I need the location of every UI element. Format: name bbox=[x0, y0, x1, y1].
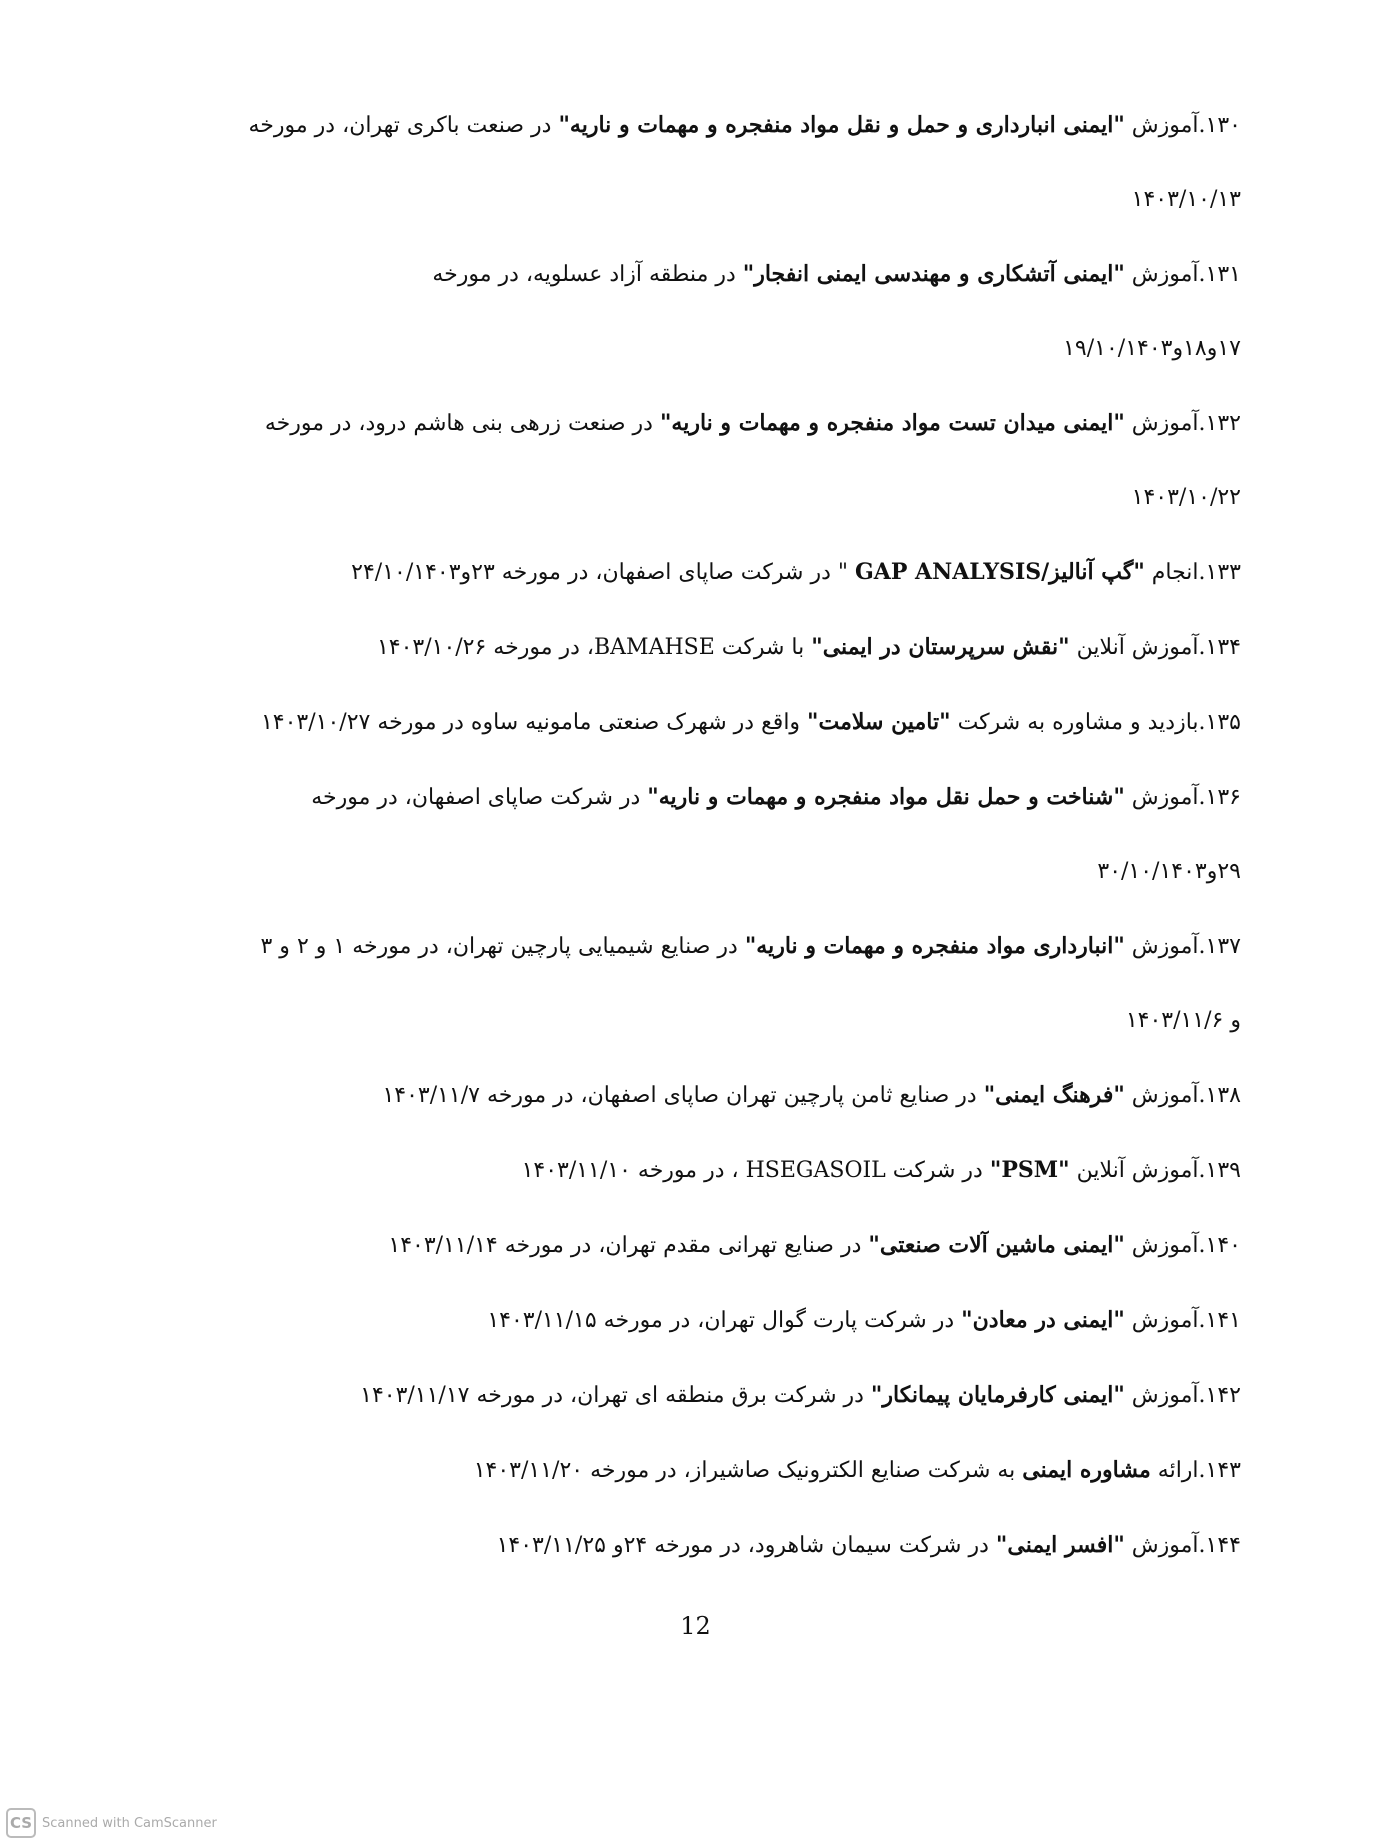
item-details: در منطقه آزاد عسلویه، در مورخه bbox=[432, 262, 743, 287]
item-number: ۱۴۴ bbox=[1205, 1533, 1241, 1558]
scanner-watermark bbox=[6, 1808, 217, 1838]
item-details: در صنعت زرهی بنی هاشم درود، در مورخه bbox=[264, 411, 660, 436]
item-prefix: آموزش bbox=[1124, 1308, 1199, 1333]
item-prefix: آموزش bbox=[1124, 785, 1199, 810]
item-details: در صنعت باکری تهران، در مورخه bbox=[248, 113, 559, 138]
item-details: " در شرکت صاپای اصفهان، در مورخه ۲۳و۲۴/۱۰/۱۴۰۳ bbox=[351, 560, 855, 585]
item-title: "ایمنی در معادن" bbox=[961, 1307, 1125, 1333]
item-title: "ایمنی آتشکاری و مهندسی ایمنی انفجار" bbox=[742, 261, 1125, 287]
item-title: "تامین سلامت" bbox=[807, 709, 951, 735]
item-number: ۱۳۰ bbox=[1205, 113, 1241, 138]
item-prefix: آموزش bbox=[1124, 1383, 1199, 1408]
item-number: ۱۳۸ bbox=[1205, 1083, 1241, 1108]
item-title: "انبارداری مواد منفجره و مهمات و ناریه" bbox=[744, 933, 1125, 959]
item-title: "PSM" bbox=[989, 1157, 1070, 1183]
item-title: "افسر ایمنی" bbox=[995, 1532, 1125, 1558]
list-item: ۱۳۸.آموزش "فرهنگ ایمنی" در صنایع ثامن پارچین تهران صاپای اصفهان، در مورخه ۱۴۰۳/۱۱/۷ bbox=[382, 1082, 1241, 1108]
item-title: "گپ آنالیز/GAP ANALYSIS bbox=[854, 559, 1145, 585]
list-item: ۱۳۶.آموزش "شناخت و حمل نقل مواد منفجره و مهمات و ناریه" در شرکت صاپای اصفهان، در مورخه ۲۹و۳۰/۱۰/۱۴۰۳ bbox=[118, 760, 1241, 909]
item-prefix: آموزش bbox=[1124, 1233, 1199, 1258]
list-item: ۱۳۷.آموزش "انبارداری مواد منفجره و مهمات و ناریه" در صنایع شیمیایی پارچین تهران، در مورخه ۱ و ۲ و ۳ و ۱۴۰۳/۱۱/۶ bbox=[118, 909, 1241, 1058]
item-prefix: آموزش bbox=[1124, 1533, 1199, 1558]
item-number: ۱۳۹ bbox=[1205, 1158, 1241, 1183]
item-date: ۱۴۰۳/۱۰/۲۲ bbox=[1131, 485, 1241, 510]
item-date: ۲۹و۳۰/۱۰/۱۴۰۳ bbox=[1097, 859, 1241, 884]
list-item: ۱۳۰.آموزش "ایمنی انبارداری و حمل و نقل مواد منفجره و مهمات و ناریه" در صنعت باکری تهران، در مورخه ۱۴۰۳/۱۰/۱۳ bbox=[118, 88, 1241, 237]
item-title: مشاوره ایمنی bbox=[1022, 1457, 1151, 1483]
item-details: در صنایع تهرانی مقدم تهران، در مورخه ۱۴۰۳/۱۱/۱۴ bbox=[388, 1233, 869, 1258]
list-item: ۱۴۴.آموزش "افسر ایمنی" در شرکت سیمان شاهرود، در مورخه ۲۴و ۱۴۰۳/۱۱/۲۵ bbox=[496, 1532, 1241, 1558]
item-number: ۱۳۵ bbox=[1205, 710, 1241, 735]
item-details: به شرکت صنایع الکترونیک صاشیراز، در مورخه ۱۴۰۳/۱۱/۲۰ bbox=[473, 1458, 1023, 1483]
item-prefix: آموزش bbox=[1124, 113, 1199, 138]
item-number: ۱۳۶ bbox=[1205, 785, 1241, 810]
page-number: 12 bbox=[680, 1612, 711, 1640]
item-details: در شرکت صاپای اصفهان، در مورخه bbox=[311, 785, 648, 810]
list-item: ۱۴۰.آموزش "ایمنی ماشین آلات صنعتی" در صنایع تهرانی مقدم تهران، در مورخه ۱۴۰۳/۱۱/۱۴ bbox=[388, 1232, 1241, 1258]
item-number: ۱۴۳ bbox=[1205, 1458, 1241, 1483]
item-number: ۱۳۱ bbox=[1205, 262, 1241, 287]
list-item: ۱۳۵.بازدید و مشاوره به شرکت "تامین سلامت" واقع در شهرک صنعتی مامونیه ساوه در مورخه ۱۴۰۳/۱۰/۲۷ bbox=[260, 709, 1241, 735]
list-item: ۱۳۴.آموزش آنلاین "نقش سرپرستان در ایمنی" با شرکت BAMAHSE، در مورخه ۱۴۰۳/۱۰/۲۶ bbox=[376, 634, 1241, 660]
item-details: در شرکت سیمان شاهرود، در مورخه ۲۴و ۱۴۰۳/۱۱/۲۵ bbox=[496, 1533, 996, 1558]
item-number: ۱۳۷ bbox=[1205, 934, 1241, 959]
item-prefix: آموزش آنلاین bbox=[1069, 1158, 1199, 1183]
item-prefix: انجام bbox=[1144, 560, 1199, 585]
item-title: "فرهنگ ایمنی" bbox=[983, 1082, 1125, 1108]
item-title: "ایمنی ماشین آلات صنعتی" bbox=[868, 1232, 1125, 1258]
item-number: ۱۳۲ bbox=[1205, 411, 1241, 436]
item-number: ۱۳۴ bbox=[1205, 635, 1241, 660]
item-prefix: آموزش bbox=[1124, 1083, 1199, 1108]
list-item: ۱۳۳.انجام "گپ آنالیز/GAP ANALYSIS " در شرکت صاپای اصفهان، در مورخه ۲۳و۲۴/۱۰/۱۴۰۳ bbox=[351, 559, 1241, 585]
item-details: در شرکت پارت گوال تهران، در مورخه ۱۴۰۳/۱۱/۱۵ bbox=[487, 1308, 962, 1333]
item-title: "ایمنی کارفرمایان پیمانکار" bbox=[870, 1382, 1125, 1408]
camscanner-logo-icon: CS bbox=[6, 1808, 36, 1838]
item-title: "نقش سرپرستان در ایمنی" bbox=[811, 634, 1070, 660]
item-details: در صنایع شیمیایی پارچین تهران، در مورخه ۱ و ۲ و ۳ bbox=[260, 934, 745, 959]
item-title: "ایمنی میدان تست مواد منفجره و مهمات و ناریه" bbox=[659, 410, 1125, 436]
scanner-text: Scanned with CamScanner bbox=[42, 1815, 217, 1831]
list-item: ۱۳۱.آموزش "ایمنی آتشکاری و مهندسی ایمنی انفجار" در منطقه آزاد عسلویه، در مورخه ۱۷و۱۸و۱۹/۱۰/۱۴۰۳ bbox=[118, 237, 1241, 386]
item-prefix: ارائه bbox=[1150, 1458, 1199, 1483]
item-details: واقع در شهرک صنعتی مامونیه ساوه در مورخه ۱۴۰۳/۱۰/۲۷ bbox=[260, 710, 808, 735]
item-date: ۱۷و۱۸و۱۹/۱۰/۱۴۰۳ bbox=[1063, 336, 1241, 361]
item-details: در صنایع ثامن پارچین تهران صاپای اصفهان، در مورخه ۱۴۰۳/۱۱/۷ bbox=[382, 1083, 984, 1108]
item-number: ۱۴۲ bbox=[1205, 1383, 1241, 1408]
list-item: ۱۴۱.آموزش "ایمنی در معادن" در شرکت پارت گوال تهران، در مورخه ۱۴۰۳/۱۱/۱۵ bbox=[487, 1307, 1241, 1333]
item-title: "شناخت و حمل نقل مواد منفجره و مهمات و ناریه" bbox=[647, 784, 1125, 810]
item-number: ۱۳۳ bbox=[1205, 560, 1241, 585]
list-item: ۱۴۲.آموزش "ایمنی کارفرمایان پیمانکار" در شرکت برق منطقه ای تهران، در مورخه ۱۴۰۳/۱۱/۱۷ bbox=[360, 1382, 1241, 1408]
item-date: ۱۴۰۳/۱۰/۱۳ bbox=[1131, 187, 1241, 212]
item-prefix: آموزش bbox=[1124, 934, 1199, 959]
item-details: در شرکت برق منطقه ای تهران، در مورخه ۱۴۰۳/۱۱/۱۷ bbox=[360, 1383, 871, 1408]
item-prefix: بازدید و مشاوره به شرکت bbox=[950, 710, 1199, 735]
item-prefix: آموزش آنلاین bbox=[1069, 635, 1199, 660]
item-date: و ۱۴۰۳/۱۱/۶ bbox=[1125, 1008, 1241, 1033]
item-title: "ایمنی انبارداری و حمل و نقل مواد منفجره و مهمات و ناریه" bbox=[558, 112, 1125, 138]
item-details: با شرکت BAMAHSE، در مورخه ۱۴۰۳/۱۰/۲۶ bbox=[376, 635, 812, 660]
item-prefix: آموزش bbox=[1124, 411, 1199, 436]
list-item: ۱۴۳.ارائه مشاوره ایمنی به شرکت صنایع الکترونیک صاشیراز، در مورخه ۱۴۰۳/۱۱/۲۰ bbox=[473, 1457, 1241, 1483]
item-prefix: آموزش bbox=[1124, 262, 1199, 287]
item-details: در شرکت HSEGASOIL ، در مورخه ۱۴۰۳/۱۱/۱۰ bbox=[521, 1158, 990, 1183]
activity-list bbox=[118, 88, 1241, 1583]
item-number: ۱۴۱ bbox=[1205, 1308, 1241, 1333]
item-number: ۱۴۰ bbox=[1205, 1233, 1241, 1258]
list-item: ۱۳۲.آموزش "ایمنی میدان تست مواد منفجره و مهمات و ناریه" در صنعت زرهی بنی هاشم درود، در مورخه ۱۴۰۳/۱۰/۲۲ bbox=[118, 386, 1241, 535]
list-item: ۱۳۹.آموزش آنلاین "PSM" در شرکت HSEGASOIL ، در مورخه ۱۴۰۳/۱۱/۱۰ bbox=[521, 1157, 1241, 1183]
